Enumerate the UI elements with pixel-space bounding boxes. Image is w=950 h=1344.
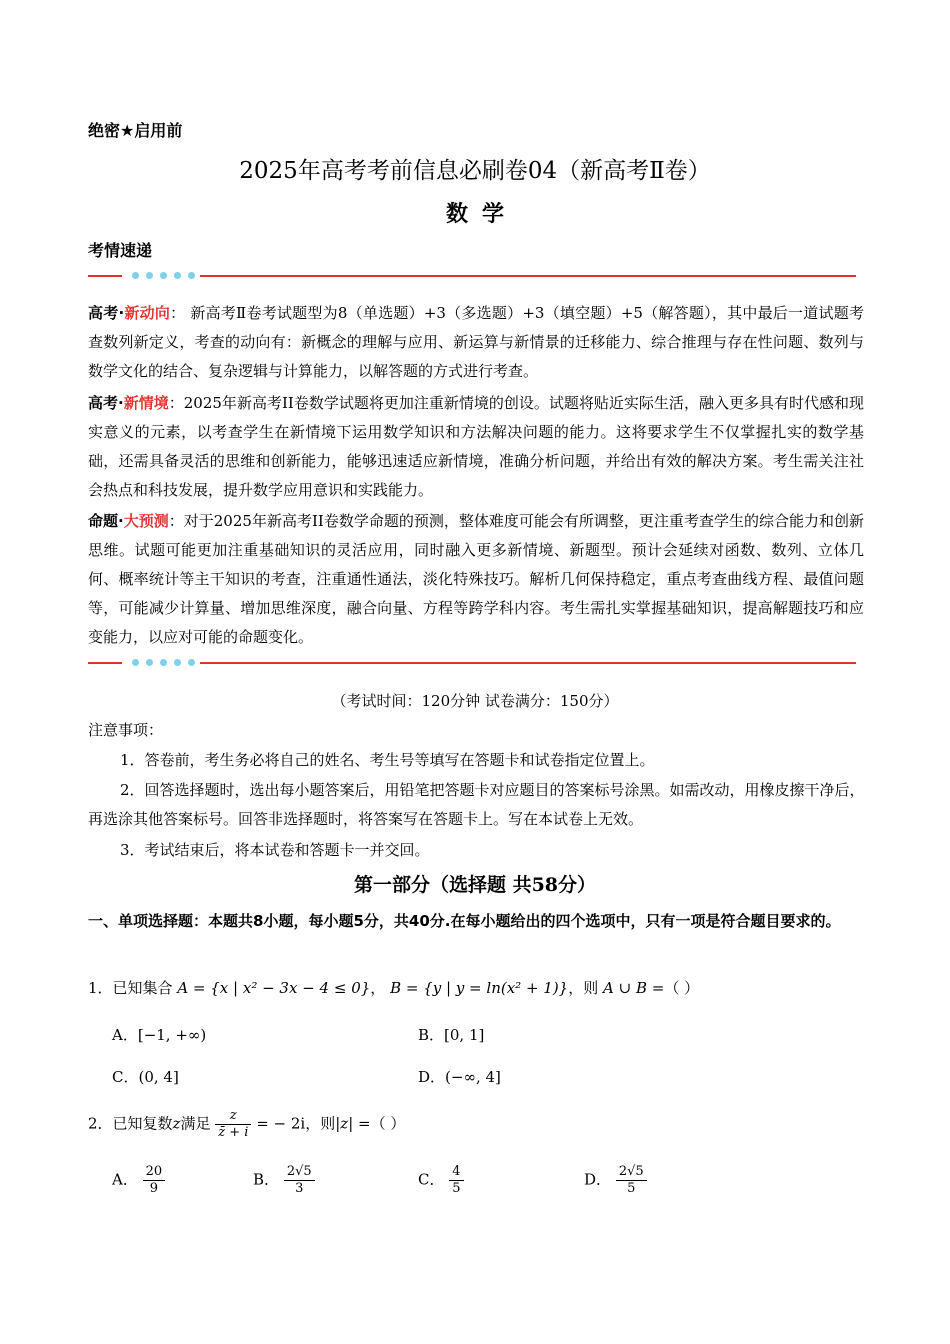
set-a: A = {x | x² − 3x − 4 ≤ 0}	[177, 979, 371, 997]
q2-option-a[interactable]: A． $\frac{20}{9}$	[112, 1164, 165, 1197]
intel-paragraph-forecast: 命题·大预测：对于2025年新高考II卷数学命题的预测，整体难度可能会有所调整，更注重考查学生的综合能力和创新思维。试题可能更加注重基础知识的灵活应用，同时融入更多新情境、新题型。预计会延续对函数、数列、立体几何、概率统计等主干知识的考查，注重通性通法，淡化特殊技巧。解析几何保持稳定，重点考查曲线方程、最值问题等，可能减少计算量、增加思维深度，融合向量、方程等跨学科内容。考生需扎实掌握基础知识，提高解题技巧和应变能力，以应对可能的命题变化。	[88, 512, 864, 646]
set-b: B = {y | y = ln(x² + 1)}	[390, 979, 569, 997]
q2-option-d[interactable]: D． $\frac{2√5}{5}$	[584, 1164, 647, 1197]
q2-option-c[interactable]: C． $\frac{4}{5}$	[418, 1164, 464, 1197]
union-expr: A ∪ B =	[603, 979, 665, 997]
part-title: 第一部分（选择题 共58分）	[353, 874, 597, 896]
note-item: 2．回答选择题时，选出每小题答案后，用铅笔把答题卡对应题目的答案标号涂黑。如需改动，用橡皮擦干净后，再选涂其他答案标号。回答非选择题时，将答案写在答题卡上。写在本试卷上无效。	[88, 781, 865, 828]
notes-title: 注意事项：	[88, 721, 164, 739]
q1-option-a[interactable]: A．[−1, +∞)	[112, 1026, 207, 1044]
exam-info: （考试时间：120分钟 试卷满分：150分）	[331, 692, 619, 710]
note-item: 1．答卷前，考生务必将自己的姓名、考生号等填写在答题卡和试卷指定位置上。	[120, 751, 655, 769]
divider-bottom	[88, 657, 856, 669]
secret-label: 绝密★启用前	[88, 121, 183, 140]
question-2-stem: 2．已知复数z满足 $\frac{z}{z̄ + i}$ = − 2i，则|z| =（ ）	[88, 1108, 406, 1140]
divider-top	[88, 270, 856, 282]
page-title: 2025年高考考前信息必刷卷04（新高考Ⅱ卷）	[239, 158, 711, 184]
q1-option-d[interactable]: D．(−∞, 4]	[418, 1068, 501, 1086]
section-instructions: 一、单项选择题：本题共8小题，每小题5分，共40分.在每小题给出的四个选项中，只有一项是符合题目要求的。	[88, 912, 841, 930]
subject-title: 数学	[445, 201, 518, 227]
q1-option-b[interactable]: B．[0, 1]	[418, 1026, 485, 1044]
q1-option-c[interactable]: C．(0, 4]	[112, 1068, 179, 1086]
question-1-stem: 1．已知集合 A = {x | x² − 3x − 4 ≤ 0}， B = {y | y = ln(x² + 1)}，则 A ∪ B =（ ）	[88, 979, 700, 997]
intel-paragraph-context: 高考·新情境：2025年新高考II卷数学试题将更加注重新情境的创设。试题将贴近实际生活，融入更多具有时代感和现实意义的元素，以考查学生在新情境下运用数学知识和方法解决问题的能力。这将要求学生不仅掌握扎实的数学基础，还需具备灵活的思维和创新能力，能够迅速适应新情境，准确分析问题，并给出有效的解决方案。考生需关注社会热点和科技发展，提升数学应用意识和实践能力。	[88, 394, 864, 499]
fraction: $\frac{z}{z̄ + i}$	[215, 1108, 251, 1141]
note-item: 3．考试结束后，将本试卷和答题卡一并交回。	[120, 841, 430, 859]
intel-heading: 考情速递	[88, 241, 153, 260]
intel-paragraph-trend: 高考·新动向： 新高考Ⅱ卷考试题型为8（单选题）+3（多选题）+3（填空题）+5（解答题），其中最后一道试题考查数列新定义，考查的动向有：新概念的理解与应用、新运算与新情景的迁移能力、综合推理与存在性问题、数列与数学文化的结合、复杂逻辑与计算能力，以解答题的方式进行考查。	[88, 304, 864, 380]
q2-option-b[interactable]: B． $\frac{2√5}{3}$	[253, 1164, 315, 1197]
